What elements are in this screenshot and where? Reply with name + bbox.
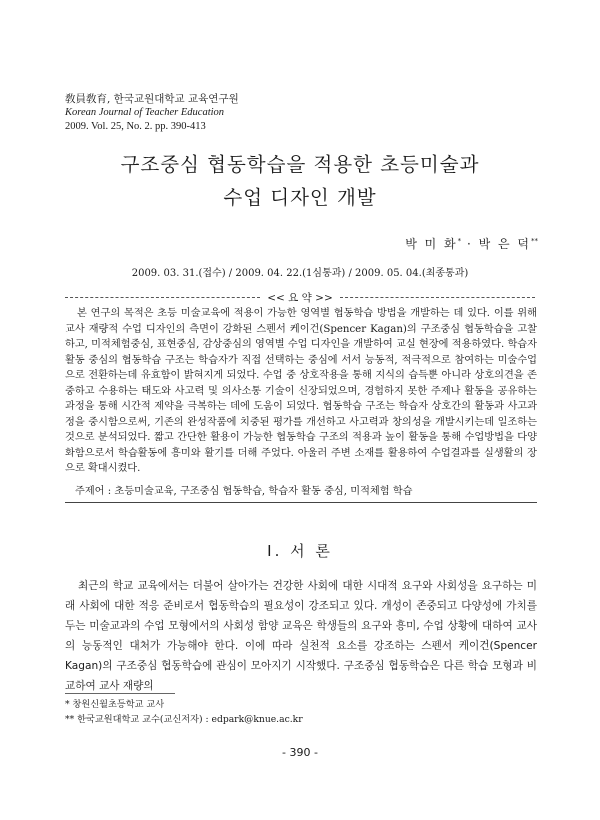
authors <box>405 235 538 252</box>
footnotes <box>65 697 303 727</box>
body-paragraph: 최근의 학교 교육에서는 더불어 살아가는 건강한 사회에 대한 시대적 요구와 사회성을 요구하는 미래 사회에 대한 적응 준비로서 협동학습의 필요성이 강조되고 있다. 개성이 존중되고 다양성에 가치를 두는 미술교과의 수업 모형에서의 사회성 함양 교육은 학생들의 요구와 흥미, 수업 상황에 대하여 교사의 능동적인 대처가 가능해야 한다. 이에 따라 실천적 요소를 강조하는 스펜서 케이건(Spencer Kagan)의 구조중심 협동학습에 관심이 모아지기 시작했다. 구조중심 협동학습은 다른 학습 모형과 비교하여 교사 재량의 <box>65 580 537 692</box>
keywords: 주제어 : 초등미술교육, 구조중심 협동학습, 학습자 활동 중심, 미적체험 학습 <box>65 484 537 503</box>
abstract-label: << 요 약 >> <box>267 292 333 304</box>
journal-header <box>65 92 239 134</box>
abstract-header <box>65 290 535 304</box>
footnote-1: * 창원신월초등학교 교사 <box>65 699 165 710</box>
review-dates: 2009. 03. 31.(접수) / 2009. 04. 22.(1심통과) / 2009. 05. 04.(최종통과) <box>131 268 469 279</box>
journal-name-en: Korean Journal of Teacher Education <box>65 107 225 118</box>
author-1: 박 미 화 <box>405 237 458 251</box>
author-2: 박 은 덕 <box>478 237 531 251</box>
abstract-text: 본 연구의 목적은 초등 미술교육에 적용이 가능한 영역별 협동학습 방법을 개발하는 데 있다. 이를 위해 교사 재량적 수업 디자인의 측면이 강화된 스펜서 케이건(Spencer Kagan)의 구조중심 협동학습을 고찰하고, 미적체험중심, 표현중심, 감상중심의 영역별 수업 디자인을 개발하여 교실 현장에 적용하였다. 학습자 활동 중심의 협동학습 구조는 학습자가 직접 선택하는 중심에 서서 능동적, 적극적으로 참여하는 미술수업으로 전환하는데 유효함이 밝혀지게 되었다. 수업 중 상호작용을 통해 지식의 습득뿐 아니라 상호의견을 존중하고 수용하는 태도와 사고력 및 의사소통 기술이 신장되었으며, 경험하지 못한 주제나 활동을 공유하는 과정을 통해 시간적 제약을 극복하는 데에 도움이 되었다. 협동학습 구조는 학습자 상호간의 활동과 사고과정을 중시함으로써, 기존의 완성작품에 치중된 평가를 개선하고 사고력과 창의성을 개발시키는데 일조하는 것으로 분석되었다. 짧고 간단한 활용이 가능한 협동학습 구조의 적용과 높이 활동을 통해 수업방법을 다양화함으로서 학습활동에 흥미와 활기를 더해 주었다. 아울러 주변 소재를 활용하여 수업결과를 실생활의 장으로 확대시켰다. <box>65 308 537 474</box>
footnote-rule <box>65 693 175 694</box>
title-line-2: 수업 디자인 개발 <box>223 186 377 209</box>
author-1-mark: * <box>457 237 462 245</box>
abstract-divider-right <box>340 297 535 298</box>
page-number: - 390 - <box>282 746 318 759</box>
volume-info: 2009. Vol. 25, No. 2. pp. 390-413 <box>65 121 206 132</box>
author-separator: · <box>466 237 473 251</box>
section-title: Ⅰ. 서 론 <box>267 542 333 560</box>
paper-title <box>0 148 600 214</box>
title-line-1: 구조중심 협동학습을 적용한 초등미술과 <box>120 153 480 176</box>
footnote-2: ** 한국교원대학교 교수(교신저자) : edpark@knue.ac.kr <box>65 714 303 725</box>
journal-name-ko: 敎員敎育, 한국교원대학교 교육연구원 <box>65 93 239 105</box>
author-2-mark: ** <box>531 237 538 245</box>
